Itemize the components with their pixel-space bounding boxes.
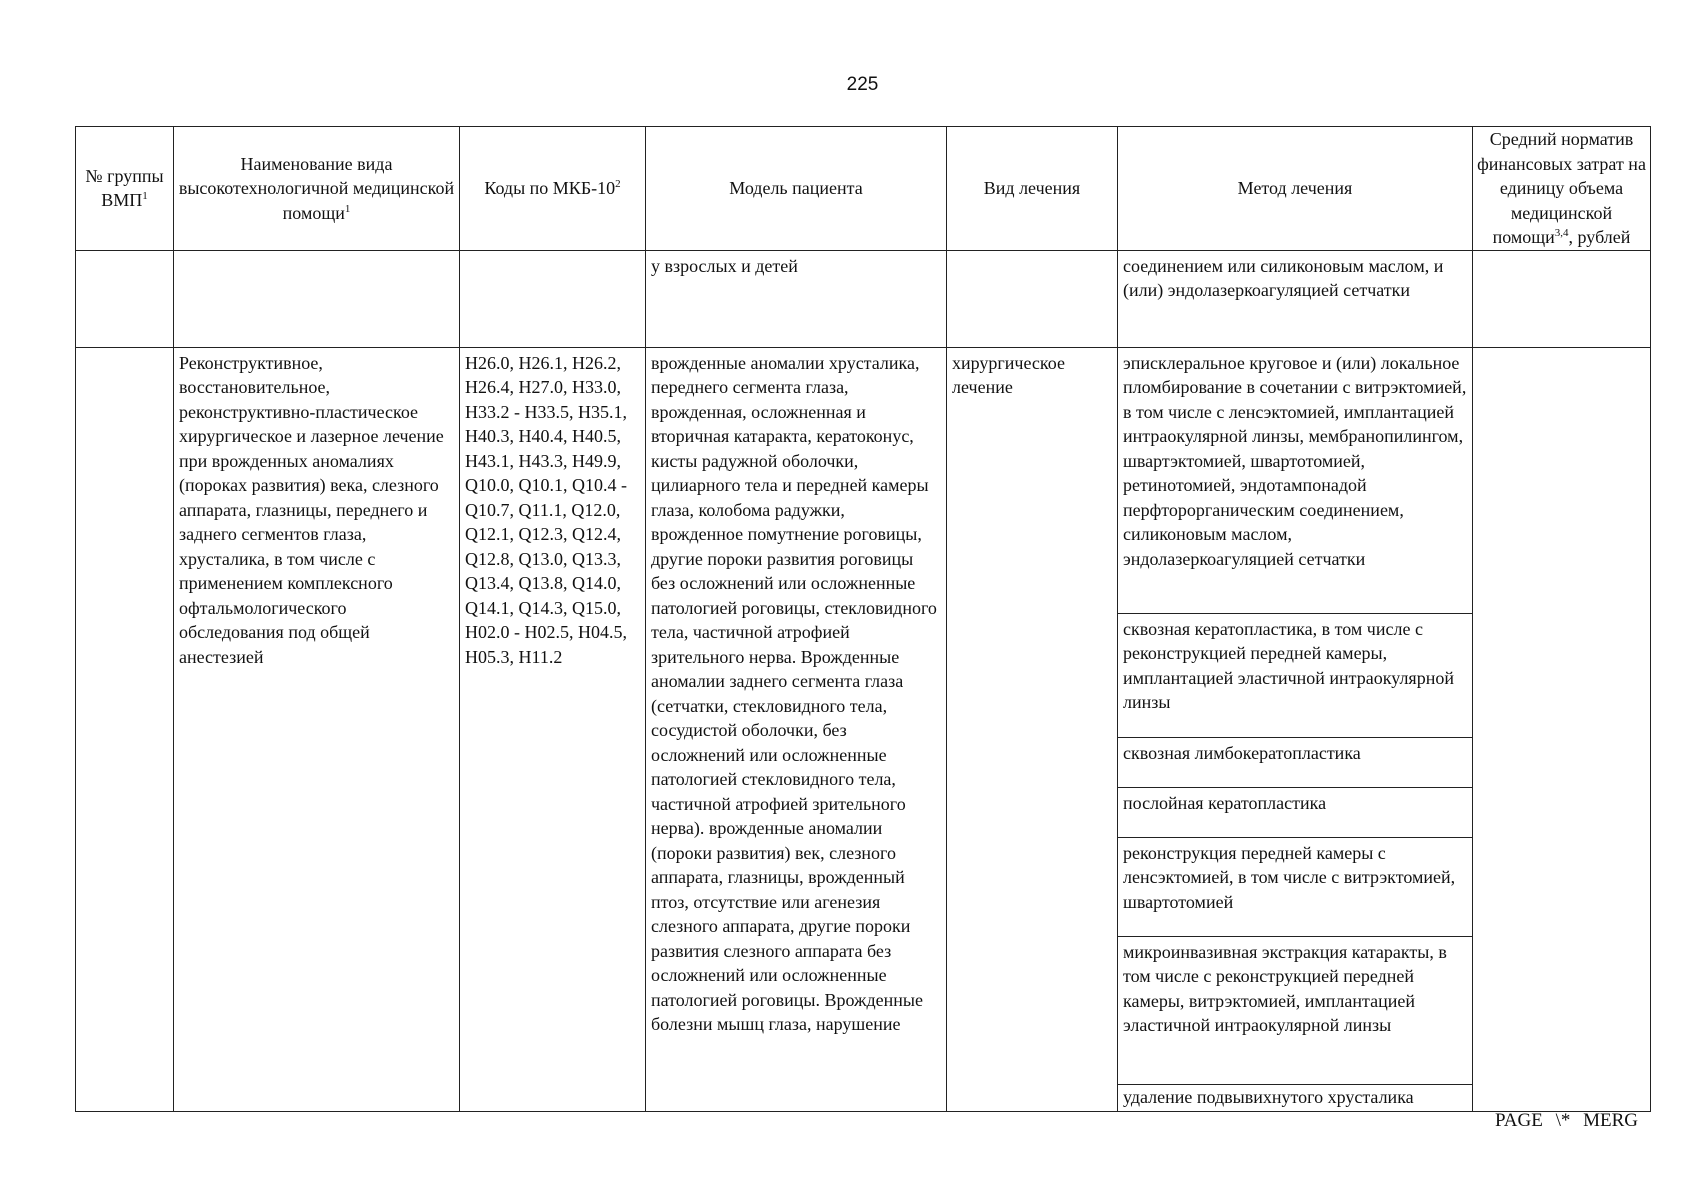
method-item: удаление подвывихнутого хрусталика [1123,1086,1414,1107]
cell-text: Реконструктивное, восстановительное, реконструктивно-пластическое хирургическое и лазерное лечение при врожденных аномалиях (пороках развития) века, слезного аппарата, глазницы, переднего и заднего сегментов глаза, хрусталика, в том числе с применением комплексного офтальмологического обследования под общей анестезией [179,352,444,667]
cell-icd-codes [460,250,646,347]
header-treatment-type [947,127,1118,251]
header-icd-codes [460,127,646,251]
method-item: сквозная лимбокератопластика [1118,738,1472,788]
method-item: микроинвазивная экстракция катаракты, в том числе с реконструкцией передней камеры, витрэктомией, имплантацией эластичной интраокулярной линзы [1118,937,1472,1085]
cell-text [174,251,459,254]
cell-text: H26.0, H26.1, H26.2, H26.4, H27.0, H33.0, H33.2 - H33.5, H35.1, H40.3, H40.4, H40.5, H43.1, H43.3, H49.9, Q10.0, Q10.1, Q10.4 - Q10.7, Q11.1, Q12.0, Q12.1, Q12.3, Q12.4, Q12.8, Q13.0, Q13.3, Q13.4, Q13.8, Q14.0, Q14.1, Q14.3, Q15.0, H02.0 - H02.5, H04.5, H05.3, H11.2 [465,352,627,667]
method-item: эписклеральное круговое и (или) локальное пломбирование в сочетании с витрэктомией, в том числе с ленсэктомией, имплантацией интраокулярной линзы, мембранопилингом, швартэктомией, швартотомией, ретинотомией, эндотампонадой перфторорганическим соединением, силиконовым маслом, эндолазеркоагуляцией сетчатки [1118,348,1472,614]
cell-group-no [76,250,174,347]
cell-cost [1473,347,1651,1111]
table-header-row [76,127,1651,251]
footnote-mark: 2 [615,178,621,190]
header-patient-model [646,127,947,251]
cell-text [947,251,1117,254]
method-item: сквозная кератопластика, в том числе с реконструкцией передней камеры, имплантацией эластичной интраокулярной линзы [1118,614,1472,738]
header-treatment-method [1118,127,1473,251]
cell-text: хирургическое лечение [952,352,1065,397]
cell-group-no [76,347,174,1111]
header-icd-codes-label: Коды по МКБ-10 [484,178,616,198]
cell-text [76,251,173,254]
method-list [1118,348,1472,1111]
header-group-no-label: № группы ВМП [85,165,164,211]
cell-treatment-method [1118,250,1473,347]
cell-treatment-type [947,347,1118,1111]
cell-icd-codes [460,347,646,1111]
footnote-mark: 1 [142,190,148,203]
header-cost [1473,127,1651,251]
header-group-no [76,127,174,251]
header-type-name-label: Наименование вида высокотехнологичной медицинской помощи [178,153,455,223]
table-row [76,250,1651,347]
cell-text [460,251,645,254]
method-item: реконструкция передней камеры с ленсэктомией, в том числе с витрэктомией, швартотомией [1118,838,1472,937]
header-cost-unit: , рублей [1568,227,1631,247]
cell-patient-model [646,250,947,347]
header-treatment-method-label: Метод лечения [1237,178,1353,198]
cell-type-name [174,347,460,1111]
page-field-code: PAGE \* MERG [1494,1110,1638,1131]
cell-treatment-method [1118,347,1473,1111]
table-row [76,347,1651,1111]
cell-patient-model [646,347,947,1111]
cell-cost [1473,250,1651,347]
cell-text [1473,348,1650,351]
vmp-table [75,126,1651,1112]
cell-text [1473,251,1650,254]
footnote-mark: 3,4 [1554,227,1569,239]
page-number: 225 [846,74,879,95]
header-cost-label: Средний норматив финансовых затрат на единицу объема медицинской помощи [1477,129,1646,247]
cell-text: врожденные аномалии хрусталика, переднего сегмента глаза, врожденная, осложненная и вторичная катаракта, кератоконус, кисты радужной оболочки, цилиарного тела и передней камеры глаза, колобома радужки, врожденное помутнение роговицы, другие пороки развития роговицы без осложнений или осложненные патологией роговицы, стекловидного тела, частичной атрофией зрительного нерва. Врожденные аномалии заднего сегмента глаза (сетчатки, стекловидного тела, сосудистой оболочки, без осложнений или осложненные патологией стекловидного тела, частичной атрофией зрительного нерва). врожденные аномалии (пороки развития) век, слезного аппарата, глазницы, врожденный птоз, отсутствие или агенезия слезного аппарата, другие пороки развития слезного аппарата без осложнений или осложненные патологией роговицы. Врожденные болезни мышц глаза, нарушение [651,352,937,1034]
cell-text [76,348,173,351]
cell-text: у взрослых и детей [651,255,798,276]
header-type-name [174,127,460,251]
header-treatment-type-label: Вид лечения [983,178,1081,198]
cell-treatment-type [947,250,1118,347]
method-item: послойная кератопластика [1118,788,1472,838]
cell-text: соединением или силиконовым маслом, и (или) эндолазеркоагуляцией сетчатки [1123,255,1444,300]
footnote-mark: 1 [344,202,351,215]
header-patient-model-label: Модель пациента [729,178,863,198]
cell-type-name [174,250,460,347]
